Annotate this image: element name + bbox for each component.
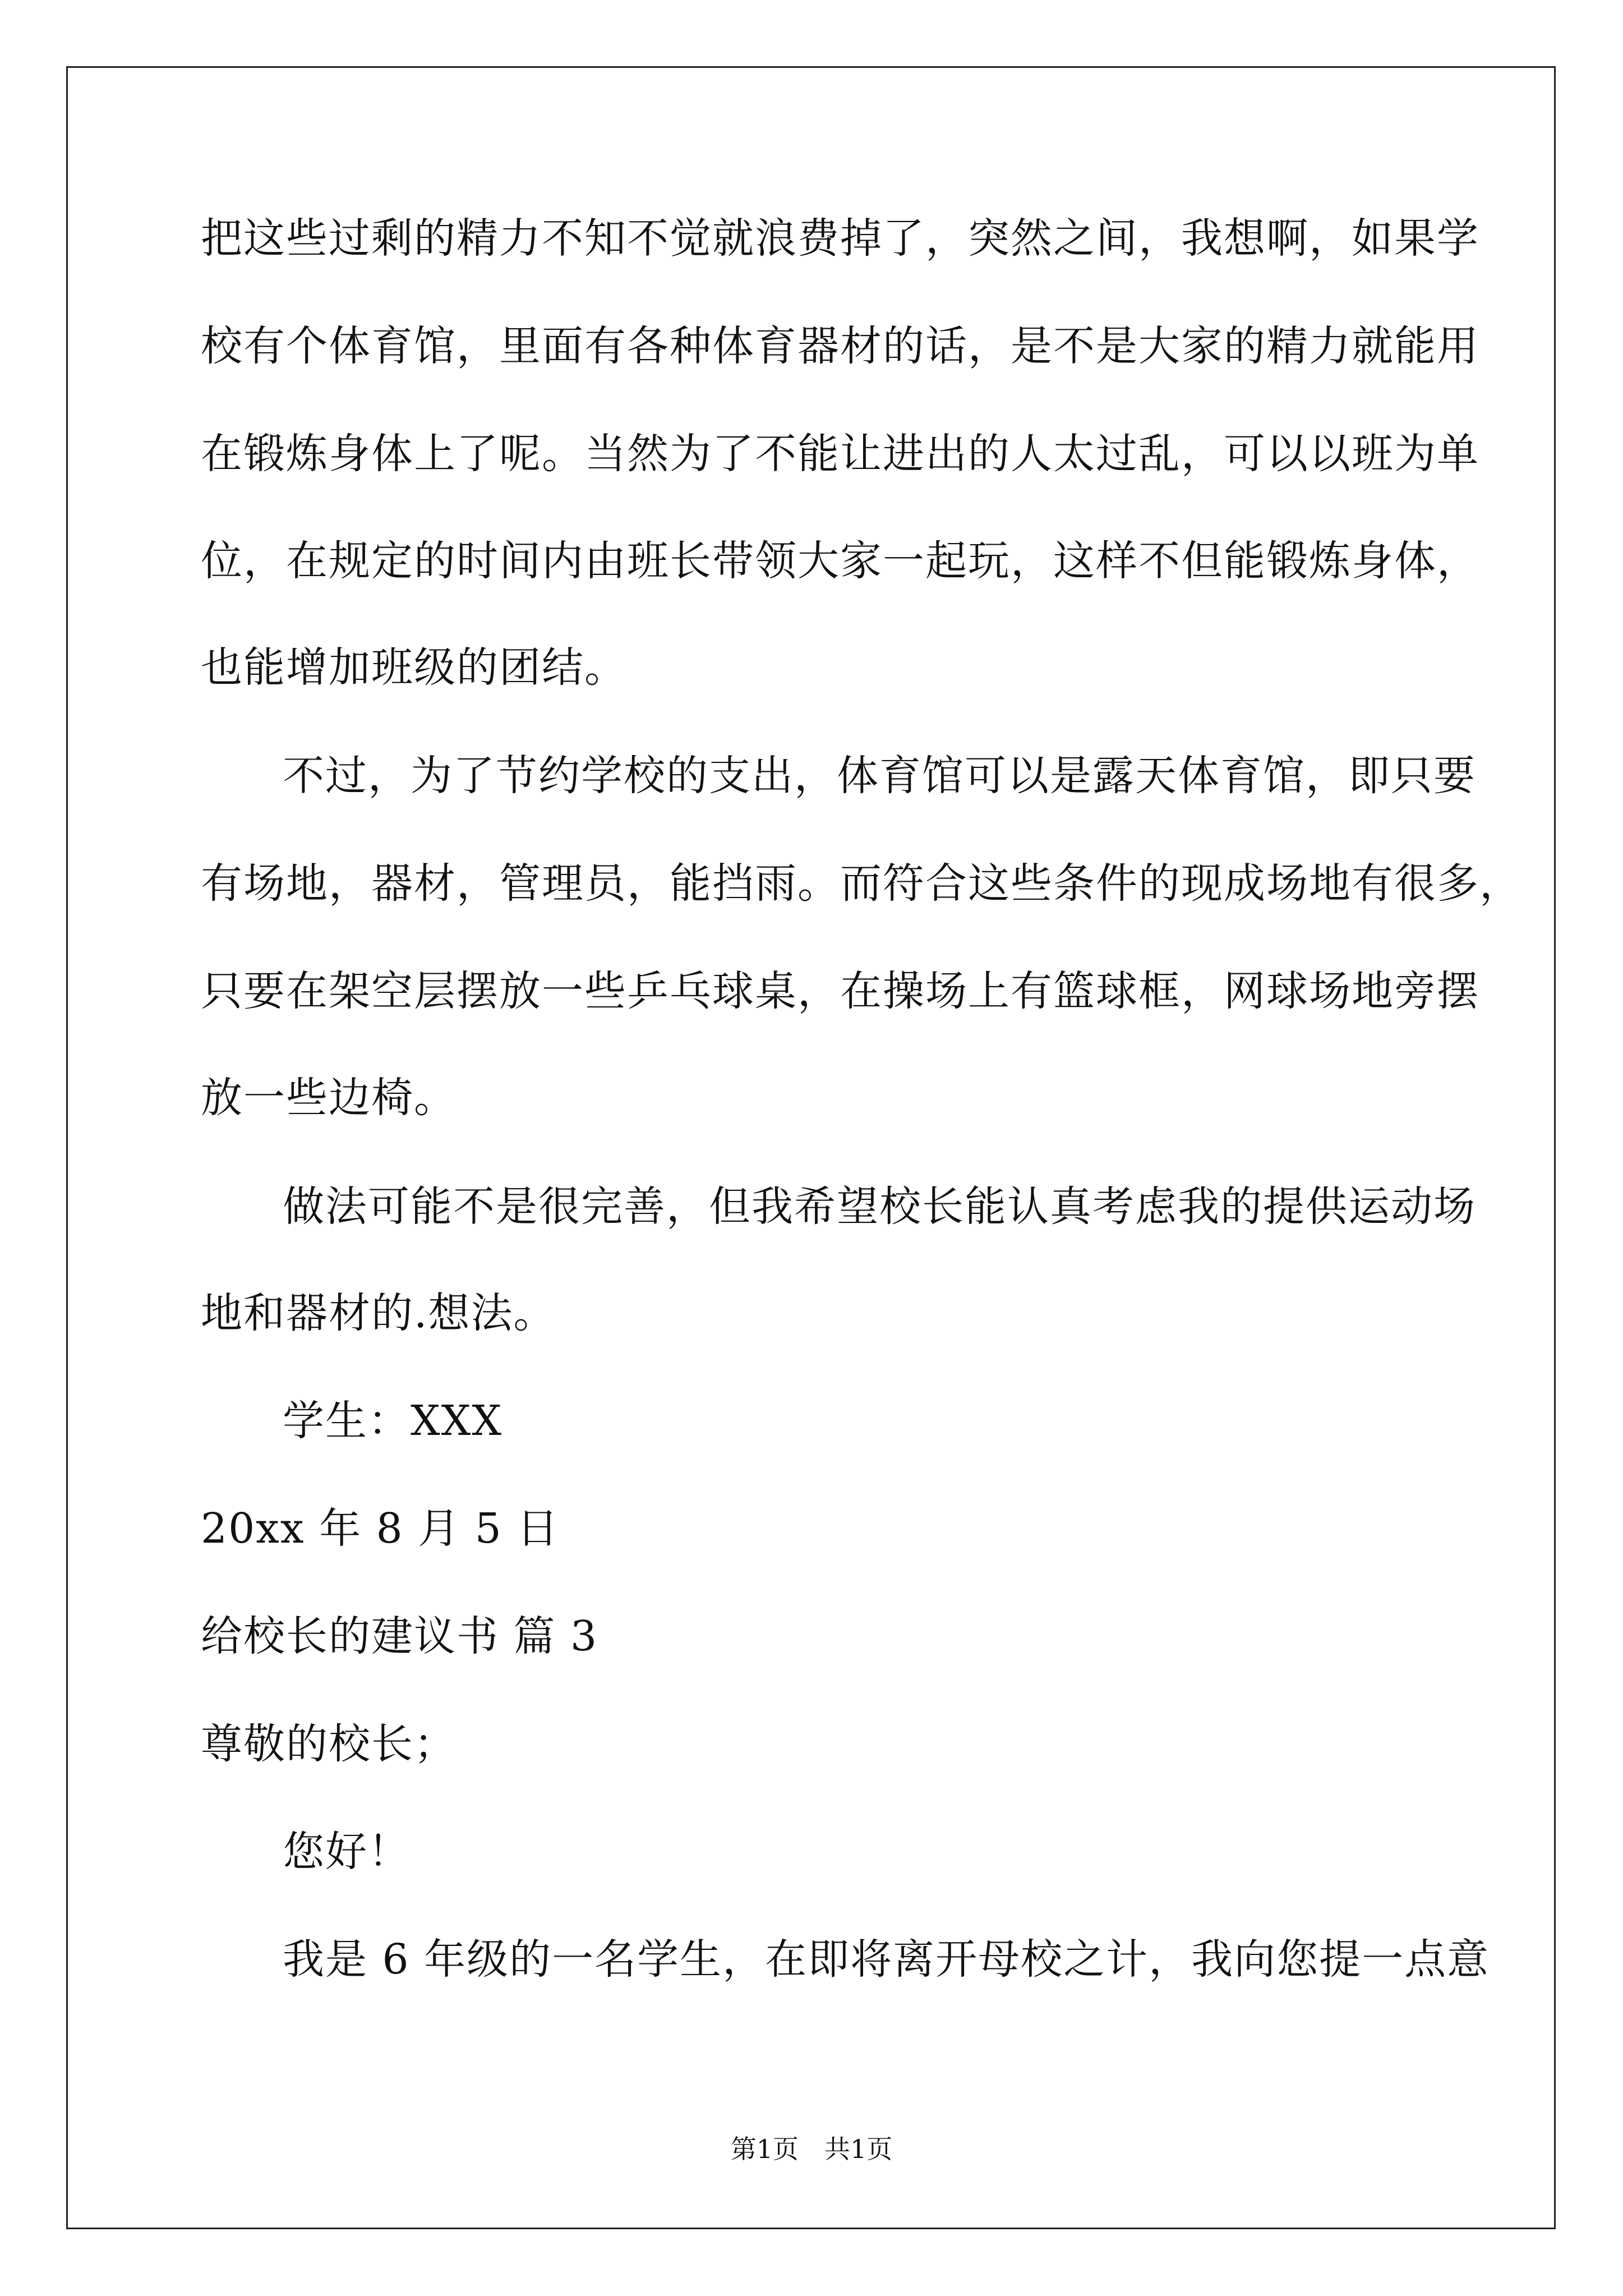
text-line: 位，在规定的时间内由班长带领大家一起玩，这样不但能锻炼身体， bbox=[201, 537, 1479, 585]
text-line: 在锻炼身体上了呢。当然为了不能让进出的人太过乱，可以以班为单 bbox=[201, 430, 1479, 478]
page-footer bbox=[0, 2136, 1623, 2162]
page-number-total: 共1页 bbox=[824, 2134, 893, 2164]
text-line: 不过，为了节约学校的支出，体育馆可以是露天体育馆，即只要 bbox=[283, 752, 1476, 800]
text-line: 也能增加班级的团结。 bbox=[201, 643, 627, 692]
salutation: 尊敬的校长； bbox=[201, 1720, 457, 1768]
text-line: 我是 6 年级的一名学生，在即将离开母校之计，我向您提一点意 bbox=[283, 1935, 1490, 1984]
text-line: 只要在架空层摆放一些乒乓球桌，在操场上有篮球框，网球场地旁摆 bbox=[201, 967, 1479, 1015]
greeting: 您好！ bbox=[283, 1828, 411, 1876]
date-line: 20xx 年 8 月 5 日 bbox=[201, 1504, 560, 1553]
text-line: 做法可能不是很完善，但我希望校长能认真考虑我的提供运动场 bbox=[283, 1182, 1476, 1231]
signature-line: 学生：XXX bbox=[283, 1397, 503, 1445]
page-number-current: 第1页 bbox=[730, 2134, 799, 2164]
text-line: 校有个体育馆，里面有各种体育器材的话，是不是大家的精力就能用 bbox=[201, 322, 1479, 370]
page-border bbox=[66, 66, 1556, 2229]
text-line: 把这些过剩的精力不知不觉就浪费掉了，突然之间，我想啊，如果学 bbox=[201, 214, 1479, 263]
section-heading: 给校长的建议书 篇 3 bbox=[201, 1612, 598, 1660]
text-line: 有场地，器材，管理员，能挡雨。而符合这些条件的现成场地有很多， bbox=[201, 859, 1522, 908]
text-line: 放一些边椅。 bbox=[201, 1074, 457, 1122]
text-line: 地和器材的.想法。 bbox=[201, 1289, 556, 1337]
